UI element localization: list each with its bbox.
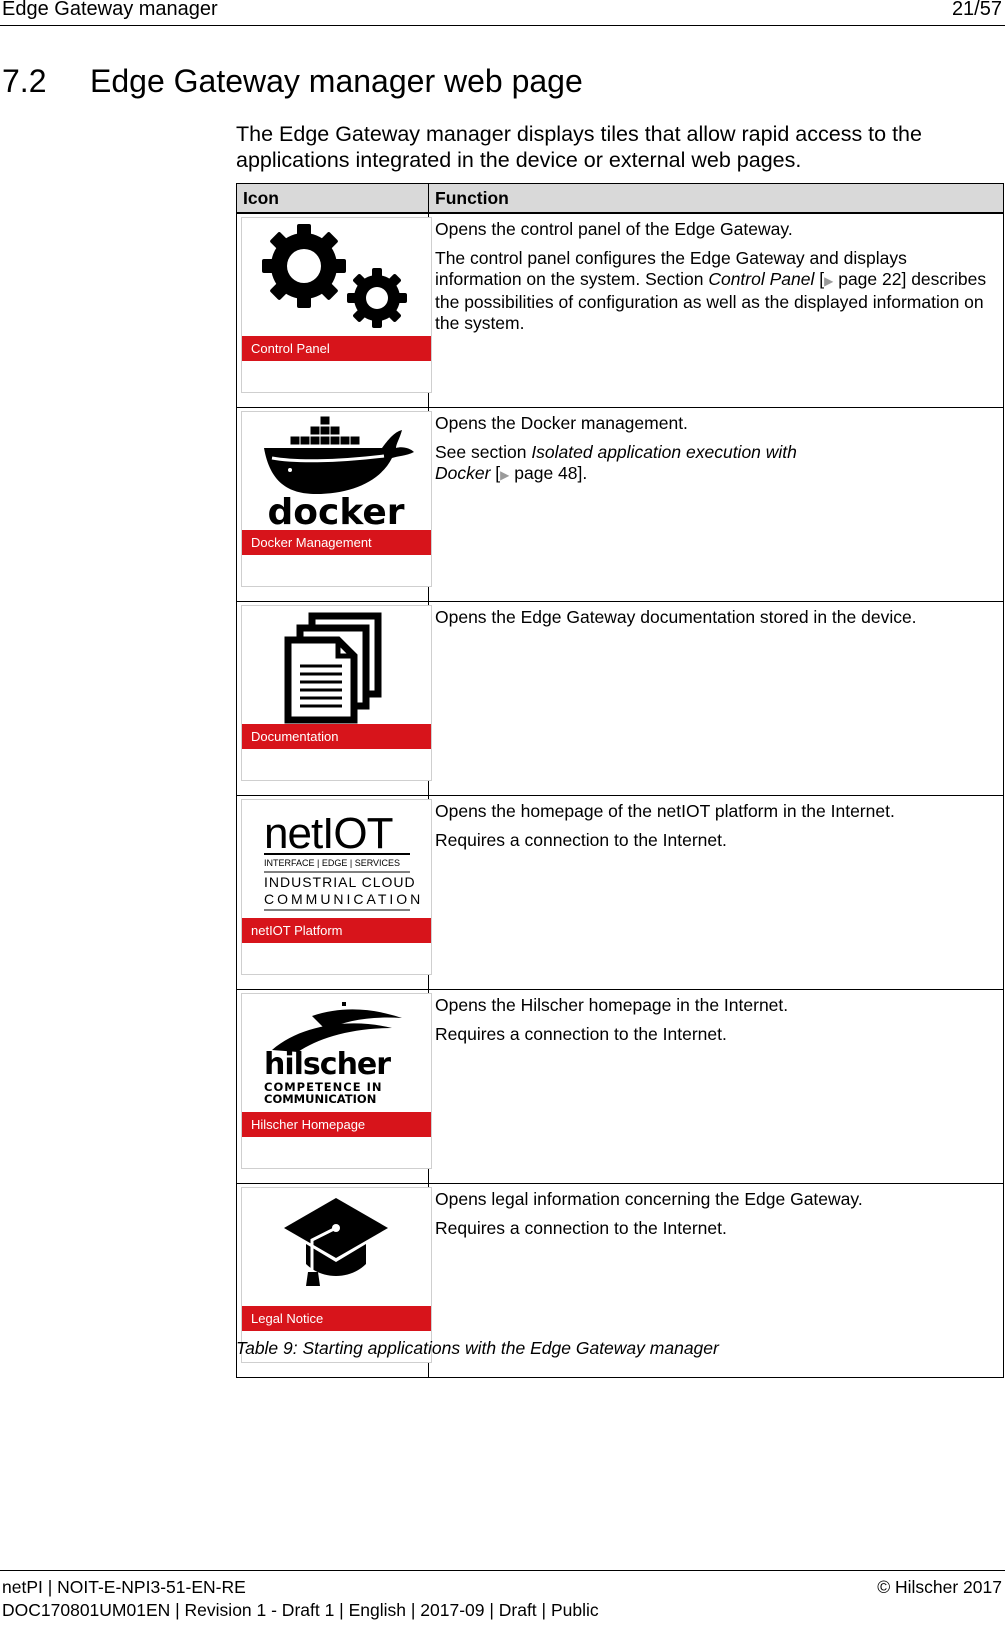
col-header-function: Function: [429, 184, 1004, 214]
applications-table: [236, 183, 1004, 1378]
gears-icon: [242, 218, 431, 336]
page-header: [0, 0, 1005, 26]
link-control-panel[interactable]: Control Panel: [708, 269, 815, 289]
function-requirement: Requires a connection to the Internet.: [435, 830, 727, 850]
function-text: Opens the Docker management.: [435, 413, 688, 433]
tile-label: Docker Management: [242, 530, 431, 555]
page-ref-arrow-icon: ▶: [824, 274, 834, 288]
table-row: [237, 602, 1004, 796]
function-text: Opens legal information concerning the Edge Gateway.: [435, 1189, 863, 1209]
tile-label: netIOT Platform: [242, 918, 431, 943]
section-heading: [2, 63, 583, 100]
svg-text:COMMUNICATION: COMMUNICATION: [264, 891, 424, 907]
function-text: Opens the homepage of the netIOT platform in the Internet.: [435, 801, 895, 821]
svg-text:netIOT: netIOT: [264, 809, 393, 858]
table-row: [237, 796, 1004, 990]
table-caption: Table 9: Starting applications with the Edge Gateway manager: [236, 1338, 719, 1358]
page-footer: [0, 1570, 1005, 1620]
tile-label: Legal Notice: [242, 1306, 431, 1331]
function-text: Opens the Edge Gateway documentation stored in the device.: [435, 607, 917, 627]
tile-legal-notice[interactable]: [241, 1187, 432, 1363]
footer-product: netPI | NOIT-E-NPI3-51-EN-RE: [2, 1577, 246, 1597]
tile-hilscher-homepage[interactable]: [241, 993, 432, 1169]
tile-label: Control Panel: [242, 336, 431, 361]
tile-label: Documentation: [242, 724, 431, 749]
graduation-cap-icon: [242, 1188, 431, 1306]
function-detail: See section Isolated application execution with Docker [▶ page 48].: [435, 442, 797, 483]
section-number: 7.2: [2, 63, 47, 99]
section-title: Edge Gateway manager web page: [90, 63, 583, 99]
function-requirement: Requires a connection to the Internet.: [435, 1024, 727, 1044]
svg-text:hilscher: hilscher: [264, 1047, 391, 1082]
tile-netiot-platform[interactable]: [241, 799, 432, 975]
table-header-row: [237, 184, 1004, 214]
table-row: [237, 408, 1004, 602]
hilscher-logo-icon: [242, 994, 431, 1112]
tile-documentation[interactable]: [241, 605, 432, 781]
function-detail: The control panel configures the Edge Gateway and displays information on the system. Section Control Panel [▶ page 22] describes the possibilities of configuration as well as the displayed information on the system.: [435, 248, 987, 333]
svg-text:COMMUNICATION: COMMUNICATION: [264, 1092, 377, 1106]
function-text: Opens the Hilscher homepage in the Internet.: [435, 995, 789, 1015]
svg-text:INDUSTRIAL CLOUD: INDUSTRIAL CLOUD: [264, 874, 416, 890]
col-header-icon: Icon: [237, 184, 429, 214]
header-page-number: 21/57: [951, 0, 1002, 20]
documents-icon: [242, 606, 431, 724]
function-requirement: Requires a connection to the Internet.: [435, 1218, 727, 1238]
page-ref-arrow-icon: ▶: [500, 468, 510, 482]
svg-text:INTERFACE | EDGE | SERVICES: INTERFACE | EDGE | SERVICES: [264, 858, 401, 868]
svg-text:COMPETENCE IN: COMPETENCE IN: [264, 1080, 383, 1094]
netiot-logo-icon: [242, 800, 431, 918]
intro-paragraph: The Edge Gateway manager displays tiles that allow rapid access to the applications integrated in the device or external web pages.: [236, 122, 922, 172]
tile-control-panel[interactable]: [241, 217, 432, 393]
svg-text:docker: docker: [267, 492, 405, 530]
table-row: [237, 213, 1004, 408]
docker-whale-icon: [242, 412, 431, 530]
tile-label: Hilscher Homepage: [242, 1112, 431, 1137]
function-text: Opens the control panel of the Edge Gateway.: [435, 219, 793, 239]
header-title: Edge Gateway manager: [2, 0, 218, 20]
tile-docker-management[interactable]: [241, 411, 432, 587]
link-docker-section[interactable]: Isolated application execution with Docker: [435, 442, 797, 483]
footer-copyright: © Hilscher 2017: [877, 1577, 1002, 1597]
footer-document-info: DOC170801UM01EN | Revision 1 - Draft 1 | English | 2017-09 | Draft | Public: [2, 1600, 599, 1620]
table-row: [237, 990, 1004, 1184]
